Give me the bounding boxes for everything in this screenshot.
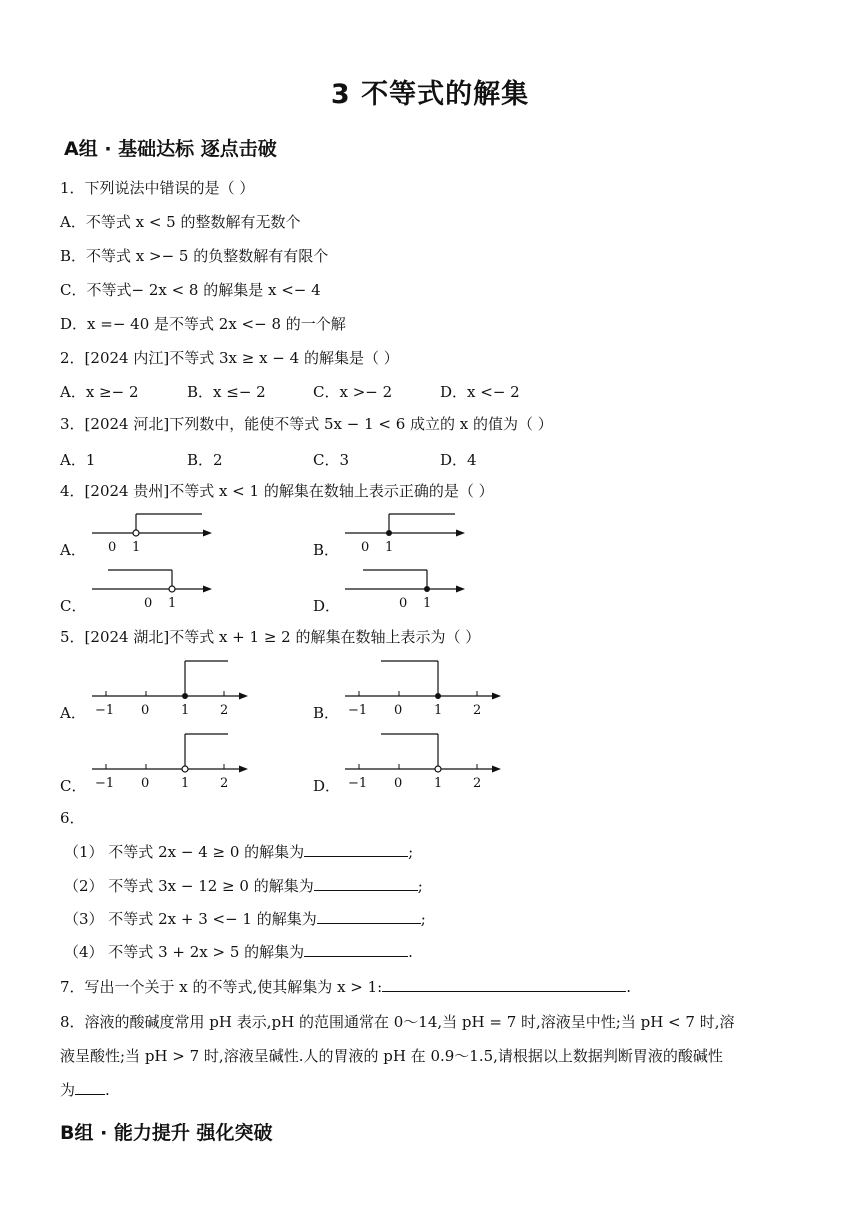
q4c-tick-0: 0 [144, 596, 153, 611]
q4-option-a-number-line [90, 510, 250, 560]
q2-option-d: D．x <− 2 [440, 383, 520, 401]
q3-option-d: D．4 [440, 451, 477, 469]
q6-item-2-text: （2） 不等式 3x − 12 ≥ 0 的解集为 [64, 877, 314, 895]
q6-item-4-blank[interactable] [304, 942, 408, 957]
q1-option-d: D．x =− 40 是不等式 2x <− 8 的一个解 [60, 315, 346, 333]
q4-label-a: A． [60, 541, 86, 559]
q4-label-d: D． [313, 597, 341, 615]
q5c-tick-0: 0 [141, 776, 150, 791]
q7-blank[interactable] [382, 977, 626, 992]
q8-line-2: 液呈酸性;当 pH > 7 时,溶液呈碱性.人的胃液的 pH 在 0.9～1.5,请根据以上数据判断胃液的酸碱性 [60, 1047, 723, 1065]
q6-item-1-blank[interactable] [304, 842, 408, 857]
section-b-heading: B组 · 能力提升 强化突破 [60, 1122, 273, 1144]
q3-option-b: B．2 [187, 451, 223, 469]
q7-stem: 7．写出一个关于 x 的不等式,使其解集为 x > 1: [60, 978, 383, 996]
q4c-tick-1: 1 [168, 596, 177, 611]
q8-paragraph [60, 1005, 800, 1107]
q6-item-4 [64, 942, 413, 962]
q5b-tick-neg1: −1 [348, 703, 368, 718]
q6-item-2-end: ; [417, 877, 423, 895]
q6-item-4-text: （4） 不等式 3 + 2x > 5 的解集为 [64, 943, 305, 961]
q4-label-c: C． [60, 597, 87, 615]
q6-item-4-end: . [408, 943, 413, 961]
q4-option-b-number-line [343, 510, 503, 560]
q5d-tick-neg1: −1 [348, 776, 368, 791]
q8-line-3-text: 为 [60, 1081, 76, 1099]
q8-line-3 [60, 1073, 800, 1107]
q5-stem: 5．[2024 湖北]不等式 x + 1 ≥ 2 的解集在数轴上表示为（ ） [60, 628, 481, 646]
q2-option-a: A．x ≥− 2 [60, 383, 139, 401]
q5-option-c-number-line [90, 730, 260, 790]
q4a-tick-1: 1 [132, 540, 141, 555]
q5b-tick-0: 0 [394, 703, 403, 718]
q5-option-d-number-line [343, 730, 513, 790]
q5-label-a: A． [60, 704, 86, 722]
q2-stem: 2．[2024 内江]不等式 3x ≥ x − 4 的解集是（ ） [60, 349, 399, 367]
q4b-tick-1: 1 [385, 540, 394, 555]
q5-label-d: D． [313, 777, 341, 795]
q5-option-a-number-line [90, 657, 260, 717]
q6-item-3-text: （3） 不等式 2x + 3 <− 1 的解集为 [64, 910, 317, 928]
q3-option-c: C．3 [313, 451, 350, 469]
q6-item-3 [64, 909, 426, 929]
q3-stem: 3．[2024 河北]下列数中，能使不等式 5x − 1 < 6 成立的 x 的值为（ ） [60, 415, 553, 433]
q5a-tick-0: 0 [141, 703, 150, 718]
q4d-tick-0: 0 [399, 596, 408, 611]
q4b-tick-0: 0 [361, 540, 370, 555]
q1-option-b: B．不等式 x >− 5 的负整数解有有限个 [60, 247, 329, 265]
q5c-tick-neg1: −1 [95, 776, 115, 791]
q5-label-b: B． [313, 704, 340, 722]
q8-line-1: 8．溶液的酸碱度常用 pH 表示,pH 的范围通常在 0～14,当 pH = 7 时,溶液呈中性;当 pH < 7 时,溶 [60, 1013, 735, 1031]
q5d-tick-0: 0 [394, 776, 403, 791]
q6-item-3-end: ; [420, 910, 426, 928]
q5a-tick-neg1: −1 [95, 703, 115, 718]
q4-option-d-number-line [343, 566, 503, 616]
page-title: 3 不等式的解集 [330, 79, 530, 110]
q5a-tick-2: 2 [220, 703, 229, 718]
q1-stem: 1．下列说法中错误的是（ ） [60, 179, 255, 197]
q6-item-2-blank[interactable] [314, 876, 418, 891]
q8-end: . [105, 1081, 110, 1099]
q8-blank[interactable] [75, 1080, 105, 1095]
q4-option-c-number-line [90, 566, 250, 616]
q2-option-b: B．x ≤− 2 [187, 383, 266, 401]
q1-option-a: A．不等式 x < 5 的整数解有无数个 [60, 213, 301, 231]
q1-option-c: C．不等式− 2x < 8 的解集是 x <− 4 [60, 281, 321, 299]
q5-option-b-number-line [343, 657, 513, 717]
q6-item-1-end: ; [408, 843, 414, 861]
q5a-tick-1: 1 [181, 703, 190, 718]
q2-option-c: C．x >− 2 [313, 383, 393, 401]
q3-option-a: A．1 [60, 451, 96, 469]
q7-end: . [626, 978, 632, 996]
q7 [60, 977, 631, 997]
q5d-tick-1: 1 [434, 776, 443, 791]
q6-item-3-blank[interactable] [317, 909, 421, 924]
q5b-tick-2: 2 [473, 703, 482, 718]
section-a-heading: A组 · 基础达标 逐点击破 [64, 138, 277, 160]
q6-stem: 6． [60, 809, 85, 827]
q5c-tick-1: 1 [181, 776, 190, 791]
q4a-tick-0: 0 [108, 540, 117, 555]
q4-label-b: B． [313, 541, 340, 559]
q5d-tick-2: 2 [473, 776, 482, 791]
q5c-tick-2: 2 [220, 776, 229, 791]
q6-item-1 [64, 842, 413, 862]
q4-stem: 4．[2024 贵州]不等式 x < 1 的解集在数轴上表示正确的是（ ） [60, 482, 494, 500]
q5-label-c: C． [60, 777, 87, 795]
q4d-tick-1: 1 [423, 596, 432, 611]
q6-item-2 [64, 876, 423, 896]
q5b-tick-1: 1 [434, 703, 443, 718]
q6-item-1-text: （1） 不等式 2x − 4 ≥ 0 的解集为 [64, 843, 305, 861]
